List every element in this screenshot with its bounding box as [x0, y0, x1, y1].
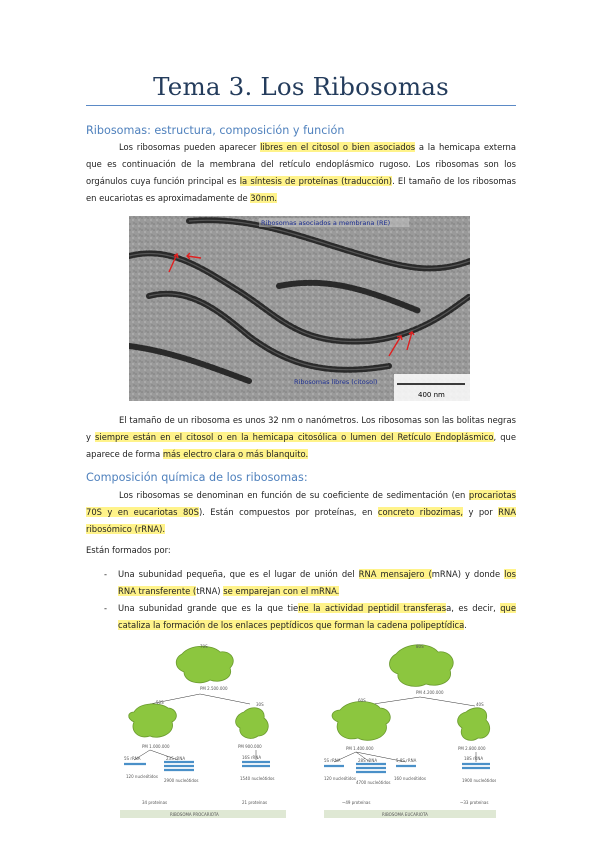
label-28s: 28S rRNA [358, 758, 378, 763]
bullet-list [86, 566, 516, 634]
title-underline [86, 105, 516, 106]
label-16s: 16S rRNA [242, 755, 262, 760]
label-80s-pm: PM 4.200.000 [416, 690, 444, 695]
paragraph-formed-by: Están formados por: [86, 545, 171, 555]
ribosome-40s-shape [458, 708, 490, 741]
label-50s: 50S [156, 700, 164, 705]
label-23s-nt: 2900 nucleótidos [164, 778, 199, 783]
label-60s-pm: PM 1.400.000 [346, 746, 374, 751]
caption-eukaryote: RIBOSOMA EUCARIOTA [382, 812, 428, 817]
label-58s-nt: 160 nucleótidos [394, 776, 426, 781]
label-70s-pm: PM 2.500.000 [200, 686, 228, 691]
text-run: ). Están compuestos por proteínas, en [198, 507, 378, 517]
ribosome-50s-shape [129, 704, 177, 737]
ribosome-30s-shape [236, 708, 269, 739]
ribosome-subunit-diagram [120, 642, 496, 838]
highlight: RNA mensajero ( [358, 569, 432, 579]
label-28s-nt: 4700 nucleótidos [356, 780, 391, 785]
text-run: Los ribosomas se denominan en función de su coeficiente de sedimentación (en [119, 490, 469, 500]
label-30s-pm: PM 900.000 [238, 744, 262, 749]
label-30s: 30S [256, 702, 264, 707]
micrograph-label-top: Ribosomas asociados a membrana (RE) [261, 219, 391, 227]
label-58s: 5,8S rRNA [396, 758, 417, 763]
ribosome-80s-shape [390, 645, 454, 687]
text-run: mRNA) y donde [431, 569, 505, 579]
paragraph-size [86, 412, 516, 463]
label-60s: 60S [358, 698, 366, 703]
page-title: Tema 3. Los Ribosomas [153, 72, 449, 101]
label-e-prot-small: ~33 proteínas [460, 800, 489, 805]
list-item [86, 566, 516, 600]
text-run: . [464, 620, 467, 630]
highlight: ne la actividad peptidil transferas [298, 603, 447, 613]
label-5s: 5S rRNA [124, 756, 141, 761]
label-40s-pm: PM 2.800.000 [458, 746, 486, 751]
text-run: Los ribosomas pueden aparecer [119, 142, 261, 152]
label-prot-large: 34 proteínas [142, 800, 168, 805]
section-heading-structure: Ribosomas: estructura, composición y función [86, 124, 345, 137]
text-run: El tamaño de un ribosoma es unos 32 nm o nanómetros. Los ribosomas son las bolitas negras y [86, 415, 516, 442]
bullet-dash: - [104, 603, 108, 613]
text-run: a la hemicapa externa que es continuación de la membrana del retículo endoplásmico rugoso. Los ribosomas son los orgánulos cuya función principal es [86, 142, 516, 186]
text-run: y por [463, 507, 499, 517]
highlight: se emparejan con el mRNA. [223, 586, 340, 596]
eukaryote-diagram [324, 644, 496, 818]
micrograph-label-bottom: Ribosomas libres (citosol) [294, 378, 378, 386]
label-e-prot-large: ~49 proteínas [342, 800, 371, 805]
label-23s: 23S rRNA [166, 756, 186, 761]
ribosome-70s-shape [176, 646, 233, 683]
text-run: a, es decir, [446, 603, 501, 613]
text-run: tRNA) [196, 586, 224, 596]
label-50s-pm: PM 1.000.000 [142, 744, 170, 749]
highlight: 30nm. [250, 193, 278, 203]
ribosome-60s-shape [332, 702, 390, 741]
highlight: concreto ribozimas, [377, 507, 464, 517]
label-5s-nt: 120 nucleótidos [126, 774, 158, 779]
highlight: procariotas 70S y en eucariotas 80S [86, 490, 516, 517]
highlight: los RNA transferente ( [118, 569, 516, 596]
label-40s: 40S [476, 702, 484, 707]
highlight: libres en el citosol o bien asociados [260, 142, 416, 152]
label-prot-small: 21 proteínas [242, 800, 268, 805]
bullet-dash: - [104, 569, 108, 579]
highlight: que cataliza la formación de los enlaces peptídicos que forman la cadena polipeptídica [118, 603, 516, 630]
label-e5s-nt: 120 nucleótidos [324, 776, 356, 781]
label-80s: 80S [416, 644, 424, 649]
highlight: la síntesis de proteínas (traducción) [239, 176, 393, 186]
text-run: , que aparece de forma [86, 432, 517, 459]
label-e5s: 5S rRNA [324, 758, 341, 763]
paragraph-intro [86, 139, 516, 207]
caption-prokaryote: RIBOSOMA PROCARIOTA [170, 812, 219, 817]
text-run: Una subunidad grande que es la que tie [118, 603, 299, 613]
list-item [86, 600, 516, 634]
scale-label: 400 nm [418, 391, 445, 399]
text-run: Una subunidad pequeña, que es el lugar de unión del [118, 569, 359, 579]
highlight: más electro clara o más blanquito. [162, 449, 309, 459]
label-16s-nt: 1540 nucleótidos [240, 776, 275, 781]
text-run: . El tamaño de los ribosomas en eucariotas es aproximadamente de [86, 176, 516, 203]
prokaryote-diagram [120, 644, 286, 818]
highlight: RNA ribosómico (rRNA). [86, 507, 516, 534]
paragraph-composition [86, 487, 516, 538]
label-70s: 70S [200, 644, 208, 649]
highlight: siempre están en el citosol o en la hemicapa citosólica o lumen del Retículo Endoplásmico [95, 432, 494, 442]
label-18s: 18S rRNA [464, 756, 484, 761]
section-heading-composition: Composición química de los ribosomas: [86, 471, 308, 484]
ribosome-micrograph [129, 216, 470, 401]
label-18s-nt: 1900 nucleótidos [462, 778, 496, 783]
